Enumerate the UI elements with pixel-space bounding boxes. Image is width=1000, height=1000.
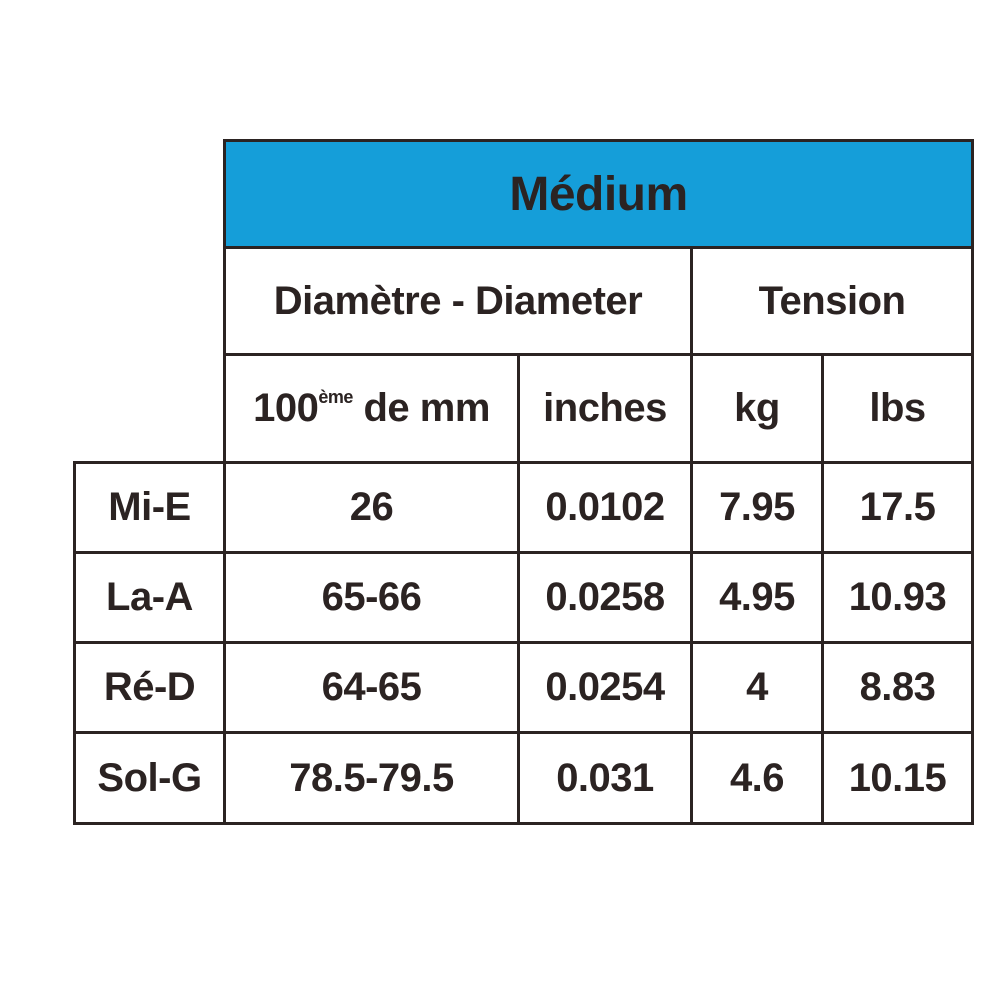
title-row	[75, 141, 973, 248]
string-spec-table	[73, 139, 974, 825]
hundredth-mm-base: 100	[253, 386, 319, 430]
diameter-inches-value: 0.0102	[519, 463, 692, 553]
tension-lbs-value: 10.93	[823, 553, 973, 643]
tension-lbs-value: 8.83	[823, 643, 973, 733]
diameter-inches-value: 0.0258	[519, 553, 692, 643]
string-label: La-A	[75, 553, 225, 643]
table-row	[75, 643, 973, 733]
group-header-row	[75, 248, 973, 355]
diameter-mm-value: 65-66	[225, 553, 519, 643]
table-row	[75, 733, 973, 824]
diameter-mm-value: 64-65	[225, 643, 519, 733]
diameter-mm-value: 78.5-79.5	[225, 733, 519, 824]
inches-header: inches	[519, 355, 692, 463]
hundredth-mm-rest: de mm	[352, 386, 490, 430]
lbs-header: lbs	[823, 355, 973, 463]
tension-kg-value: 7.95	[692, 463, 823, 553]
diameter-inches-value: 0.0254	[519, 643, 692, 733]
hundredth-mm-superscript: ème	[318, 387, 353, 407]
tension-group-header: Tension	[692, 248, 973, 355]
unit-header-row	[75, 355, 973, 463]
string-label: Ré-D	[75, 643, 225, 733]
diameter-mm-value: 26	[225, 463, 519, 553]
table-title: Médium	[225, 141, 973, 248]
corner-blank	[75, 248, 225, 355]
table-row	[75, 463, 973, 553]
corner-blank	[75, 355, 225, 463]
tension-kg-value: 4.95	[692, 553, 823, 643]
hundredth-mm-header	[225, 355, 519, 463]
string-label: Sol-G	[75, 733, 225, 824]
kg-header: kg	[692, 355, 823, 463]
diameter-group-header: Diamètre - Diameter	[225, 248, 692, 355]
tension-lbs-value: 17.5	[823, 463, 973, 553]
tension-lbs-value: 10.15	[823, 733, 973, 824]
diameter-inches-value: 0.031	[519, 733, 692, 824]
corner-blank	[75, 141, 225, 248]
string-label: Mi-E	[75, 463, 225, 553]
tension-kg-value: 4.6	[692, 733, 823, 824]
tension-kg-value: 4	[692, 643, 823, 733]
table-row	[75, 553, 973, 643]
